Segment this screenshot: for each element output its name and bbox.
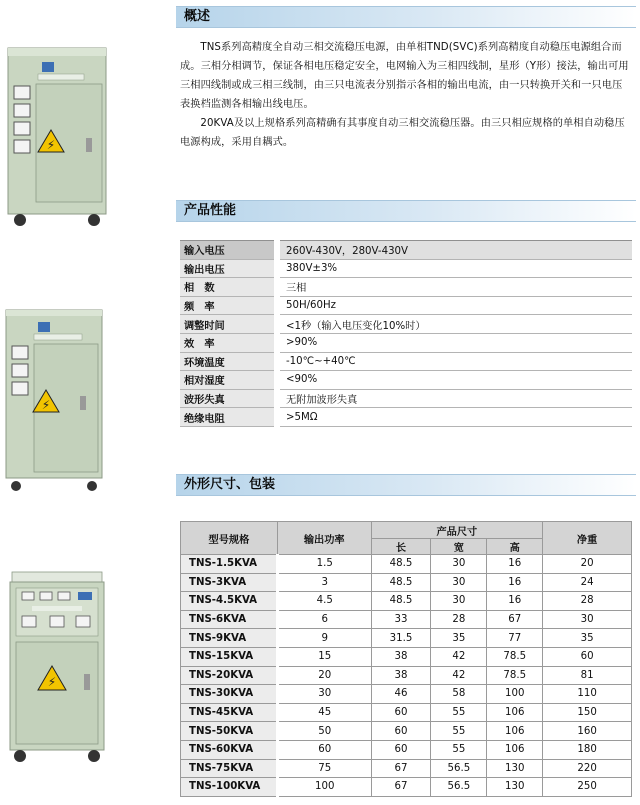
spec-label: 输入电压 — [180, 241, 277, 260]
height-cell: 100 — [487, 685, 543, 704]
height-cell: 130 — [487, 759, 543, 778]
model-cell: TNS-50KVA — [181, 722, 278, 741]
spec-label: 环境温度 — [180, 352, 277, 371]
length-cell: 33 — [371, 610, 431, 629]
spec-table — [180, 240, 632, 427]
header-length: 长 — [371, 539, 431, 555]
section-header-dimensions: 外形尺寸、包装 — [176, 474, 636, 496]
power-cell: 45 — [277, 703, 371, 722]
svg-text:⚡: ⚡ — [47, 675, 57, 689]
width-cell: 56.5 — [431, 778, 487, 797]
header-model: 型号规格 — [181, 522, 278, 555]
spec-row — [180, 296, 632, 315]
length-cell: 67 — [371, 778, 431, 797]
spec-value: <90% — [277, 371, 632, 390]
dimension-table — [180, 521, 632, 797]
power-cell: 50 — [277, 722, 371, 741]
model-cell: TNS-3KVA — [181, 573, 278, 592]
table-row — [181, 759, 632, 778]
width-cell: 42 — [431, 647, 487, 666]
spec-value: 260V-430V，280V-430V — [277, 241, 632, 260]
spec-row — [180, 278, 632, 297]
spec-row — [180, 389, 632, 408]
section-header-overview: 概述 — [176, 6, 636, 28]
power-cell: 15 — [277, 647, 371, 666]
header-width: 宽 — [431, 539, 487, 555]
spec-value: 无附加波形失真 — [277, 389, 632, 408]
table-row — [181, 610, 632, 629]
spec-value: 380V±3% — [277, 259, 632, 278]
weight-cell: 28 — [543, 592, 632, 611]
spec-value: -10℃~+40℃ — [277, 352, 632, 371]
table-row — [181, 555, 632, 574]
svg-text:⚡: ⚡ — [41, 398, 51, 412]
weight-cell: 24 — [543, 573, 632, 592]
height-cell: 16 — [487, 592, 543, 611]
power-cell: 3 — [277, 573, 371, 592]
table-row — [181, 573, 632, 592]
weight-cell: 20 — [543, 555, 632, 574]
power-cell: 100 — [277, 778, 371, 797]
length-cell: 48.5 — [371, 555, 431, 574]
weight-cell: 220 — [543, 759, 632, 778]
product-photo-column — [0, 0, 170, 805]
spec-row — [180, 315, 632, 334]
height-cell: 67 — [487, 610, 543, 629]
power-cell: 75 — [277, 759, 371, 778]
height-cell: 106 — [487, 722, 543, 741]
power-cell: 4.5 — [277, 592, 371, 611]
spec-label: 波形失真 — [180, 389, 277, 408]
stabilizer-cabinet-image-3 — [8, 570, 108, 766]
spec-value: 三相 — [277, 278, 632, 297]
width-cell: 58 — [431, 685, 487, 704]
table-row — [181, 722, 632, 741]
length-cell: 60 — [371, 703, 431, 722]
width-cell: 30 — [431, 573, 487, 592]
length-cell: 46 — [371, 685, 431, 704]
table-row — [181, 666, 632, 685]
spec-row — [180, 352, 632, 371]
height-cell: 78.5 — [487, 647, 543, 666]
table-row — [181, 778, 632, 797]
spec-value: <1秒（输入电压变化10%时） — [277, 315, 632, 334]
svg-text:⚡: ⚡ — [46, 138, 56, 152]
section-header-performance: 产品性能 — [176, 200, 636, 222]
model-cell: TNS-6KVA — [181, 610, 278, 629]
spec-row — [180, 333, 632, 352]
table-row — [181, 592, 632, 611]
length-cell: 31.5 — [371, 629, 431, 648]
overview-paragraph-2: 20KVA及以上规格系列高精确有其事度自动三相交流稳压器。由三只相应规格的单相自动稳压电源构成，采用自耦式。 — [180, 118, 625, 148]
width-cell: 55 — [431, 740, 487, 759]
width-cell: 42 — [431, 666, 487, 685]
height-cell: 77 — [487, 629, 543, 648]
power-cell: 1.5 — [277, 555, 371, 574]
model-cell: TNS-75KVA — [181, 759, 278, 778]
height-cell: 130 — [487, 778, 543, 797]
overview-paragraph-1: TNS系列高精度全自动三相交流稳压电源，由单相TND(SVC)系列高精度自动稳压电源组合而成。三相分相调节，保证各相电压稳定安全，电网输入为三相四线制，星形（Y形）接法，输出可用三相四线制或成三相三线制，由三只电流表分别指示各相的输出电流，由一只转换开关和一只电压表换档监测各相输出线电压。 — [180, 42, 629, 110]
spec-label: 相对湿度 — [180, 371, 277, 390]
width-cell: 35 — [431, 629, 487, 648]
model-cell: TNS-1.5KVA — [181, 555, 278, 574]
weight-cell: 35 — [543, 629, 632, 648]
model-cell: TNS-30KVA — [181, 685, 278, 704]
height-cell: 78.5 — [487, 666, 543, 685]
weight-cell: 60 — [543, 647, 632, 666]
table-row — [181, 685, 632, 704]
stabilizer-cabinet-image-1 — [6, 42, 110, 230]
model-cell: TNS-45KVA — [181, 703, 278, 722]
length-cell: 67 — [371, 759, 431, 778]
overview-text — [180, 38, 632, 152]
power-cell: 60 — [277, 740, 371, 759]
width-cell: 55 — [431, 703, 487, 722]
weight-cell: 110 — [543, 685, 632, 704]
spec-label: 输出电压 — [180, 259, 277, 278]
spec-row — [180, 241, 632, 260]
width-cell: 28 — [431, 610, 487, 629]
header-weight: 净重 — [543, 522, 632, 555]
spec-label: 效 率 — [180, 333, 277, 352]
power-cell: 30 — [277, 685, 371, 704]
weight-cell: 180 — [543, 740, 632, 759]
spec-row — [180, 259, 632, 278]
width-cell: 56.5 — [431, 759, 487, 778]
table-row — [181, 703, 632, 722]
model-cell: TNS-9KVA — [181, 629, 278, 648]
height-cell: 106 — [487, 740, 543, 759]
length-cell: 38 — [371, 647, 431, 666]
weight-cell: 150 — [543, 703, 632, 722]
spec-label: 绝缘电阻 — [180, 408, 277, 427]
weight-cell: 81 — [543, 666, 632, 685]
header-power: 输出功率 — [277, 522, 371, 555]
model-cell: TNS-20KVA — [181, 666, 278, 685]
spec-label: 频 率 — [180, 296, 277, 315]
table-row — [181, 740, 632, 759]
height-cell: 16 — [487, 573, 543, 592]
model-cell: TNS-100KVA — [181, 778, 278, 797]
stabilizer-cabinet-image-2 — [4, 306, 106, 496]
weight-cell: 250 — [543, 778, 632, 797]
model-cell: TNS-4.5KVA — [181, 592, 278, 611]
width-cell: 55 — [431, 722, 487, 741]
power-cell: 9 — [277, 629, 371, 648]
spec-value: 50H/60Hz — [277, 296, 632, 315]
spec-row — [180, 408, 632, 427]
content-column — [176, 0, 636, 805]
spec-label: 相 数 — [180, 278, 277, 297]
weight-cell: 160 — [543, 722, 632, 741]
spec-label: 调整时间 — [180, 315, 277, 334]
weight-cell: 30 — [543, 610, 632, 629]
table-row — [181, 647, 632, 666]
length-cell: 60 — [371, 740, 431, 759]
header-size: 产品尺寸 — [371, 522, 543, 539]
height-cell: 16 — [487, 555, 543, 574]
power-cell: 6 — [277, 610, 371, 629]
table-row — [181, 629, 632, 648]
length-cell: 38 — [371, 666, 431, 685]
spec-value: >90% — [277, 333, 632, 352]
width-cell: 30 — [431, 555, 487, 574]
length-cell: 60 — [371, 722, 431, 741]
length-cell: 48.5 — [371, 573, 431, 592]
width-cell: 30 — [431, 592, 487, 611]
height-cell: 106 — [487, 703, 543, 722]
model-cell: TNS-15KVA — [181, 647, 278, 666]
length-cell: 48.5 — [371, 592, 431, 611]
spec-value: >5MΩ — [277, 408, 632, 427]
spec-row — [180, 371, 632, 390]
model-cell: TNS-60KVA — [181, 740, 278, 759]
power-cell: 20 — [277, 666, 371, 685]
header-height: 高 — [487, 539, 543, 555]
